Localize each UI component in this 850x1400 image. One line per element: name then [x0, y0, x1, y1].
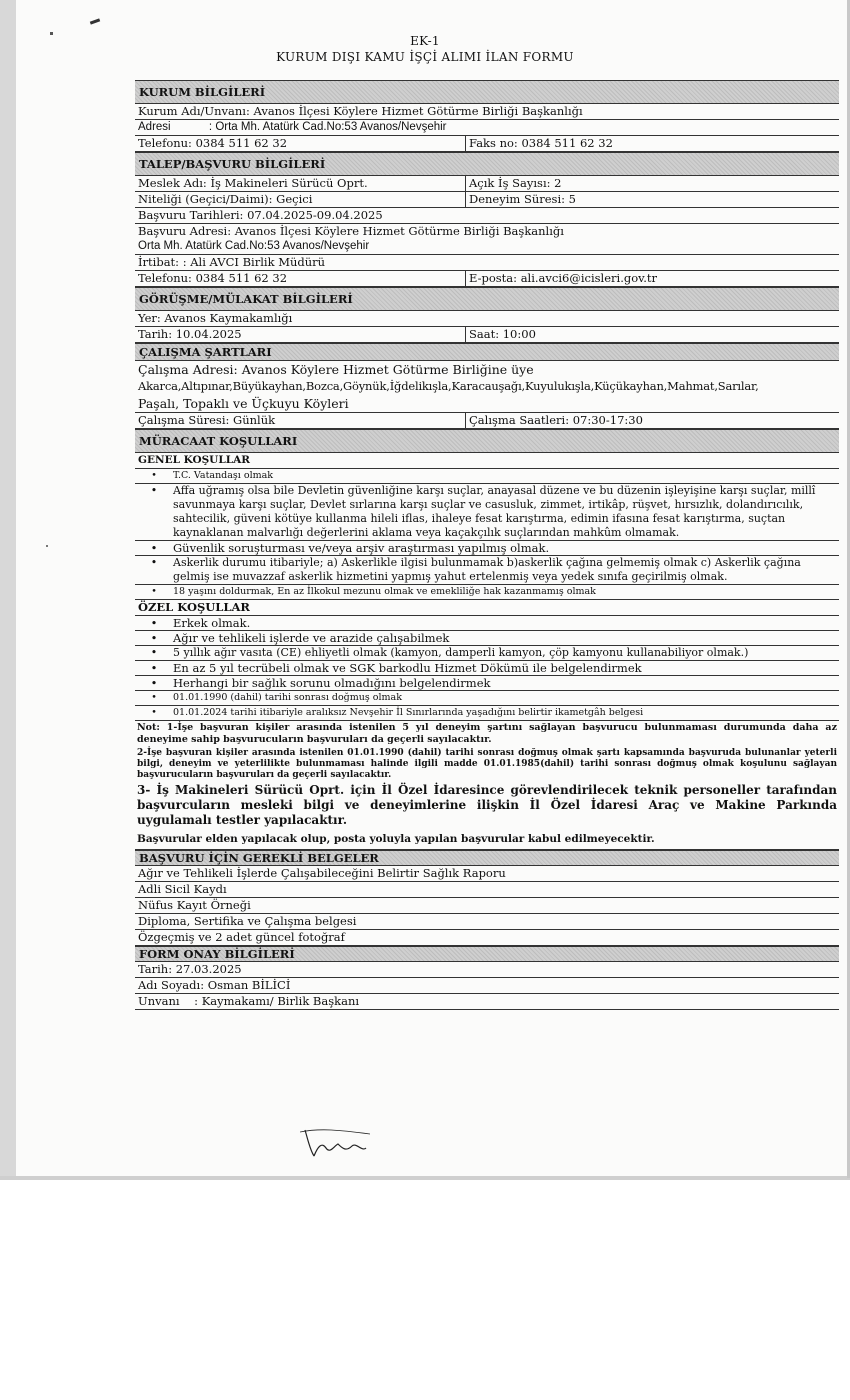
list-item: • En az 5 yıl tecrübeli olmak ve SGK barkodlu Hizmet Dökümü ile belgelendirmek [135, 661, 839, 676]
general-conditions-title: GENEL KOŞULLAR [135, 453, 839, 469]
annex-label: EK-1 [410, 34, 440, 48]
section-muracaat: MÜRACAAT KOŞULLARI [135, 429, 839, 453]
approval-date: Tarih: 27.03.2025 [138, 962, 242, 976]
contact-phone: Telefonu: 0384 511 62 32 [135, 271, 466, 286]
list-item: • Affa uğramış olsa bile Devletin güvenliğine karşı suçlar, anayasal düzene ve bu düzenin işleyişine karşı suçlar, millî savunmaya karşı suçlar, Devlet sırlarına karşı suçlar ve casusluk, zimmet, irtikâp, rüşvet, hırsızlık, dolandırıcılık, sahtecilik, güveni kötüye kullanma hileli iflas, ihaleye fesat karıştırma, edimin ifasına fesat karıştırma, suçtan kaynaklanan malvarlığı değerlerini aklama veya kaçakçılık suçlarından mahkûm olmamak. [135, 484, 839, 541]
list-item: • 01.01.1990 (dahil) tarihi sonrası doğmuş olmak [135, 691, 839, 706]
job-nature: Niteliği (Geçici/Daimi): Geçici [135, 192, 466, 207]
scan-speck [46, 545, 48, 547]
note-3: 3- İş Makineleri Sürücü Oprt. için İl Özel İdaresince görevlendirilecek teknik personeller tarafından başvurcuların mesleki bilgi ve deneyimlerine ilişkin İl Özel İdaresi Araç ve Makine Parkında uygulamalı testler yapılacaktır. [137, 783, 837, 827]
approver-title: Unvanı : Kaymakamı/ Birlik Başkanı [138, 994, 360, 1008]
kurum-address: Adresi : Orta Mh. Atatürk Cad.No:53 Avanos/Nevşehir [138, 121, 447, 133]
list-item: • Askerlik durumu itibariyle; a) Askerlikle ilgisi bulunmamak b)askerlik çağına gelmemiş olmak c) Askerlik çağına gelmiş ise muvazzaf askerlik hizmetini yapmış yahut ertelenmiş veya yedek sınıfa geçirilmiş olmak. [135, 556, 839, 585]
submission-note: Başvurular elden yapılacak olup, posta yoluyla yapılan başvurular kabul edilmeyecektir. [135, 829, 839, 850]
approver-name: Adı Soyadı: Osman BİLİCİ [138, 978, 291, 992]
interview-time: Saat: 10:00 [469, 327, 536, 341]
required-document: Özgeçmiş ve 2 adet güncel fotoğraf [138, 930, 345, 944]
work-hours: Çalışma Saatleri: 07:30-17:30 [469, 413, 643, 427]
list-item: • 18 yaşını doldurmak, En az İlkokul mezunu olmak ve emekliliğe hak kazanmamış olmak [135, 585, 839, 600]
section-onay: FORM ONAY BİLGİLERİ [135, 946, 839, 962]
special-conditions-title: ÖZEL KOŞULLAR [135, 600, 839, 616]
section-belgeler: BAŞVURU İÇİN GEREKLİ BELGELER [135, 850, 839, 866]
list-item: • Erkek olmak. [135, 616, 839, 631]
kurum-name: Kurum Adı/Unvanı: Avanos İlçesi Köylere Hizmet Götürme Birliği Başkanlığı [138, 104, 583, 118]
work-villages: Akarca,Altıpınar,Büyükayhan,Bozca,Göynük,İğdelikışla,Karacauşağı,Kuyulukışla,Küçükayhan,Mahmat,Sarılar, [138, 379, 759, 393]
list-item: • Güvenlik soruşturması ve/veya arşiv araştırması yapılmış olmak. [135, 541, 839, 556]
interview-date: Tarih: 10.04.2025 [135, 327, 466, 342]
required-document: Ağır ve Tehlikeli İşlerde Çalışabileceğini Belirtir Sağlık Raporu [138, 866, 506, 880]
contact-email: E-posta: ali.avci6@icisleri.gov.tr [469, 271, 658, 285]
job-title: Meslek Adı: İş Makineleri Sürücü Oprt. [135, 176, 466, 191]
application-address: Başvuru Adresi: Avanos İlçesi Köylere Hizmet Götürme Birliği Başkanlığı [138, 224, 564, 238]
contact-person: İrtibat: : Ali AVCI Birlik Müdürü [138, 255, 326, 269]
section-kurum: KURUM BİLGİLERİ [135, 80, 839, 104]
handwritten-signature [300, 1128, 370, 1158]
list-item: • 01.01.2024 tarihi itibariyle aralıksız Nevşehir İl Sınırlarında yaşadığını belirtir ikametgâh belgesi [135, 706, 839, 721]
work-villages-cont: Paşalı, Topaklı ve Üçkuyu Köyleri [138, 396, 349, 411]
required-document: Nüfus Kayıt Örneği [138, 898, 251, 912]
announcement-form [135, 80, 839, 1010]
kurum-fax: Faks no: 0384 511 62 32 [469, 136, 613, 150]
section-talep: TALEP/BAŞVURU BİLGİLERİ [135, 152, 839, 176]
interview-place: Yer: Avanos Kaymakamlığı [138, 311, 293, 325]
note-2: 2-İşe başvuran kişiler arasında istenilen 01.01.1990 (dahil) tarihi sonrası doğmuş olmak şartı kapsamında başvuruda bulunanlar yeterli bilgi, deneyim ve yeterlilikte bulunmaması halinde ilgili madde 01.01.1985(dahil) tarihi sonrası doğmuş olmak koşulunu sağlayan başvurucuların başvuruları da geçerli sayılacaktır. [137, 748, 837, 780]
required-document: Diploma, Sertifika ve Çalışma belgesi [138, 914, 357, 928]
form-title: KURUM DIŞI KAMU İŞÇİ ALIMI İLAN FORMU [276, 50, 574, 64]
list-item: • T.C. Vatandaşı olmak [135, 469, 839, 484]
work-period: Çalışma Süresi: Günlük [135, 413, 466, 428]
scan-bottom-edge [0, 1176, 850, 1180]
required-document: Adli Sicil Kaydı [138, 882, 227, 896]
section-gorusme: GÖRÜŞME/MÜLAKAT BİLGİLERİ [135, 287, 839, 311]
application-dates: Başvuru Tarihleri: 07.04.2025-09.04.2025 [138, 208, 383, 222]
note-1: Not: 1-İşe başvuran kişiler arasında istenilen 5 yıl deneyim şartını sağlayan başvurucu bulunmaması durumunda daha az deneyime sahip başvurucuların başvuruları da geçerli sayılacaktır. [137, 722, 837, 745]
list-item: • Ağır ve tehlikeli işlerde ve arazide çalışabilmek [135, 631, 839, 646]
experience-years: Deneyim Süresi: 5 [469, 192, 576, 206]
application-address-line2: Orta Mh. Atatürk Cad.No:53 Avanos/Nevşehir [138, 240, 370, 252]
work-address: Çalışma Adresi: Avanos Köylere Hizmet Götürme Birliğine üye [138, 362, 534, 377]
open-positions: Açık İş Sayısı: 2 [469, 176, 562, 190]
list-item: • 5 yıllık ağır vasıta (CE) ehliyetli olmak (kamyon, damperli kamyon, çöp kamyonu kullanabiliyor olmak.) [135, 646, 839, 661]
kurum-phone: Telefonu: 0384 511 62 32 [135, 136, 466, 151]
section-calisma: ÇALIŞMA ŞARTLARI [135, 343, 839, 361]
list-item: • Herhangi bir sağlık sorunu olmadığını belgelendirmek [135, 676, 839, 691]
